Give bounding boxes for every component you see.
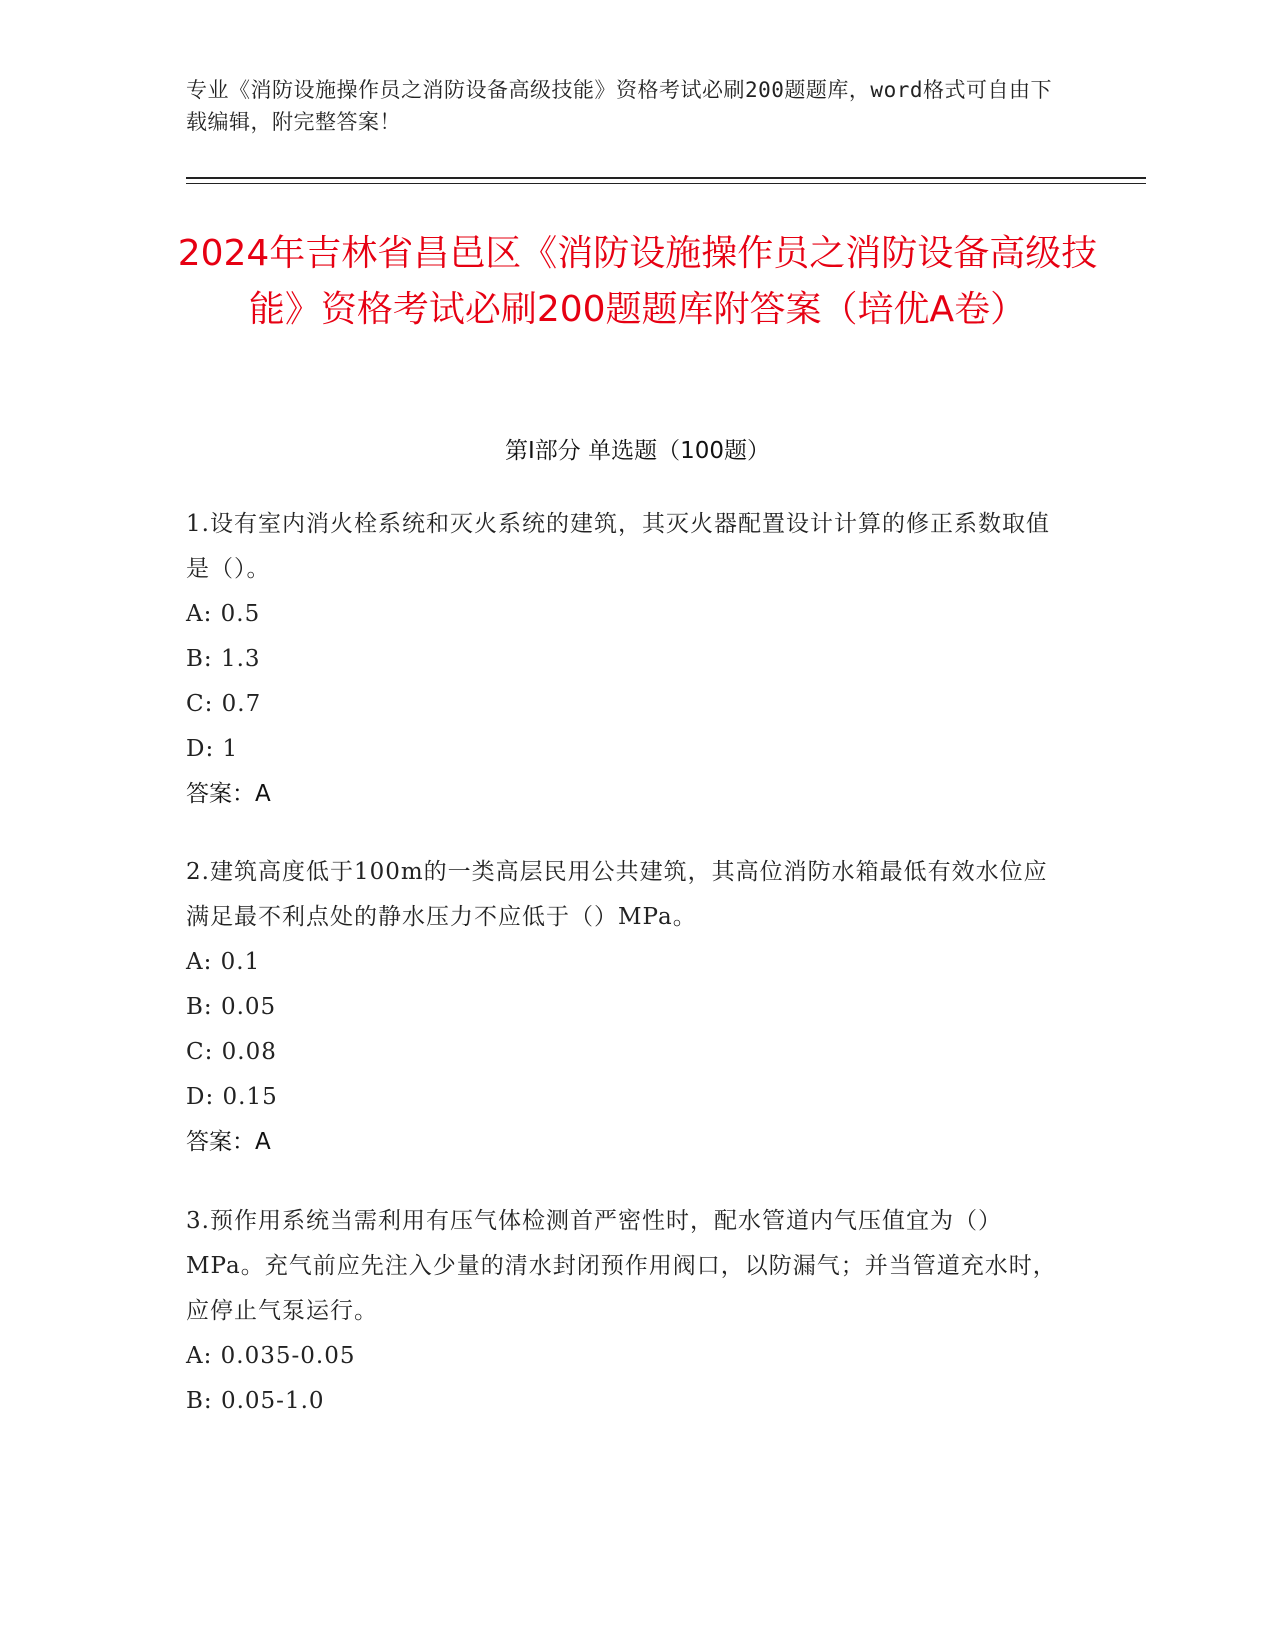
header-note: 专业《消防设施操作员之消防设备高级技能》资格考试必刷200题题库，word格式可自由下载编辑，附完整答案！ xyxy=(186,78,1052,134)
option-b: B: 1.3 xyxy=(186,646,261,672)
option-c: C: 0.08 xyxy=(186,1039,277,1065)
header-divider-thick xyxy=(186,177,1146,179)
question-stem: 2.建筑高度低于100m的一类高层民用公共建筑，其高位消防水箱最低有效水位应满足最不利点处的静水压力不应低于（）MPa。 xyxy=(186,859,1048,930)
option-d: D: 1 xyxy=(186,736,239,762)
question-stem: 3.预作用系统当需利用有压气体检测首严密性时，配水管道内气压值宜为（）MPa。充气前应先注入少量的清水封闭预作用阀口，以防漏气；并当管道充水时，应停止气泵运行。 xyxy=(186,1208,1057,1324)
question-3 xyxy=(186,1199,1066,1424)
answer: 答案：A xyxy=(186,781,271,807)
option-c: C: 0.7 xyxy=(186,691,262,717)
option-b: B: 0.05 xyxy=(186,994,277,1020)
document-title: 2024年吉林省昌邑区《消防设施操作员之消防设备高级技能》资格考试必刷200题题库附答案（培优A卷） xyxy=(177,233,1098,330)
question-stem: 1.设有室内消火栓系统和灭火系统的建筑，其灭火器配置设计计算的修正系数取值是（）。 xyxy=(186,511,1050,582)
option-a: A: 0.5 xyxy=(186,601,261,627)
question-1 xyxy=(186,502,1066,817)
option-a: A: 0.035-0.05 xyxy=(186,1343,356,1369)
question-2 xyxy=(186,850,1066,1165)
option-a: A: 0.1 xyxy=(186,949,261,975)
header-divider-thin xyxy=(186,183,1146,184)
answer: 答案：A xyxy=(186,1129,271,1155)
option-d: D: 0.15 xyxy=(186,1084,278,1110)
section-title: 第I部分 单选题（100题） xyxy=(505,438,770,464)
option-b: B: 0.05-1.0 xyxy=(186,1388,325,1414)
